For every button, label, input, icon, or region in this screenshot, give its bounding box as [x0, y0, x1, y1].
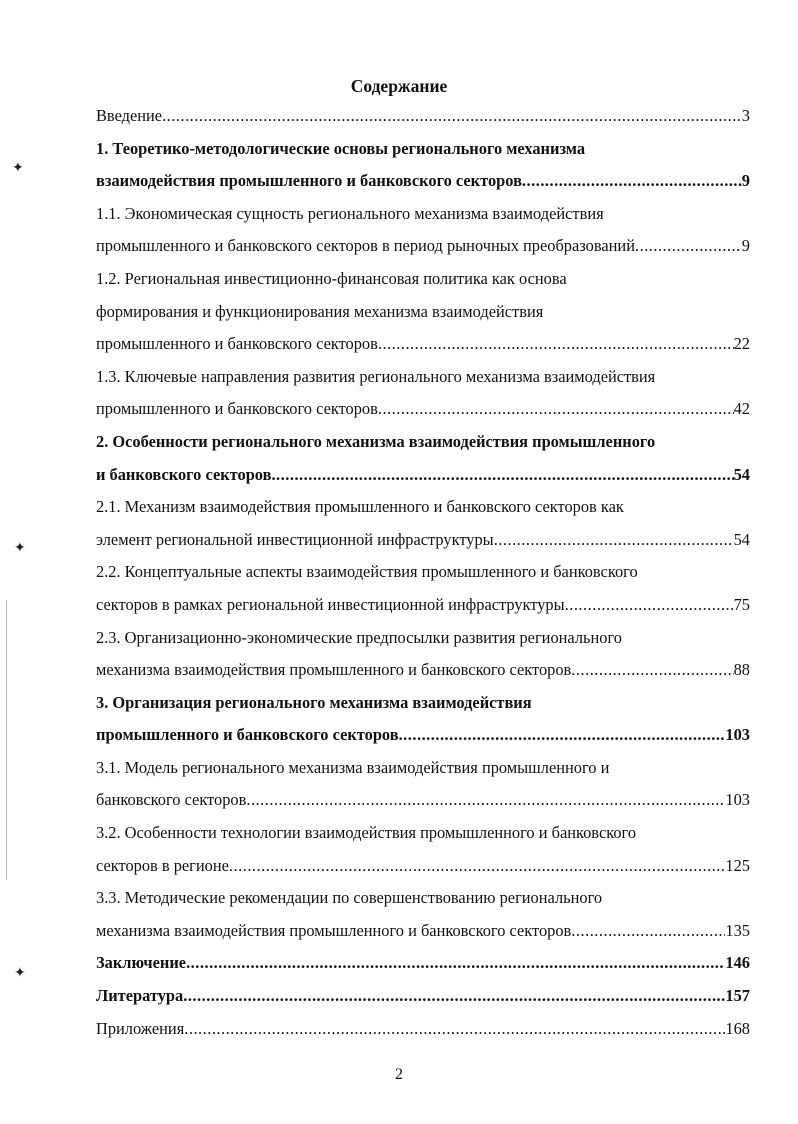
toc-leader-dots [186, 947, 725, 980]
toc-entry-text: 2.1. Механизм взаимодействия промышленного и банковского секторов как [96, 497, 624, 517]
toc-leader-dots [571, 654, 733, 687]
toc-entry [96, 622, 750, 655]
toc-entry-text: механизма взаимодействия промышленного и банковского секторов [96, 920, 572, 940]
toc-entry-text: 3.3. Методические рекомендации по совершенствованию регионального [96, 888, 603, 908]
page-title: Содержание [350, 76, 448, 96]
toc-entry [96, 459, 750, 492]
toc-leader-dots [378, 393, 734, 426]
toc-entry-text: элемент региональной инвестиционной инфраструктуры [96, 529, 494, 549]
toc-entry [96, 817, 750, 850]
page-number: 2 [395, 1066, 403, 1083]
toc-entry-text: и банковского секторов [96, 464, 272, 484]
toc-leader-dots [229, 850, 725, 883]
toc-entry-page: 88 [733, 660, 750, 680]
toc-entry-page: 9 [741, 236, 750, 256]
toc-entry [96, 752, 750, 785]
toc-entry-text: 2.2. Концептуальные аспекты взаимодействия промышленного и банковского [96, 562, 638, 582]
toc-entry [96, 328, 750, 361]
toc-entry [96, 1013, 750, 1046]
toc-entry-text: 1.3. Ключевые направления развития регионального механизма взаимодействия [96, 366, 656, 386]
toc-entry-text: секторов в рамках региональной инвестиционной инфраструктуры [96, 594, 565, 614]
toc-entry [96, 947, 750, 980]
toc-leader-dots [565, 589, 734, 622]
toc-entry-page: 157 [725, 986, 750, 1006]
toc-entry [96, 230, 750, 263]
scan-mark-icon: ✦ [14, 541, 26, 556]
scan-mark-icon: ✦ [14, 966, 26, 981]
toc-entry [96, 133, 750, 166]
toc-entry-page: 42 [733, 399, 750, 419]
toc-leader-dots [635, 230, 742, 263]
toc-entry [96, 263, 750, 296]
toc-entry-page: 125 [725, 855, 750, 875]
toc-entry-page: 54 [733, 464, 750, 484]
toc-leader-dots [494, 524, 734, 557]
toc-entry-page: 3 [741, 106, 750, 125]
toc-entry-text: 3. Организация регионального механизма взаимодействия [96, 692, 532, 712]
toc-entry [96, 654, 750, 687]
toc-entry-text: 2.3. Организационно-экономические предпосылки развития регионального [96, 627, 622, 647]
toc-entry-text: 1.2. Региональная инвестиционно-финансовая политика как основа [96, 268, 567, 288]
toc-entry [96, 361, 750, 394]
toc-entry-text: Литература [96, 986, 184, 1006]
toc-entry [96, 850, 750, 883]
toc-entry-text: промышленного и банковского секторов в период рыночных преобразований [96, 236, 635, 256]
toc-entry-page: 135 [725, 920, 750, 940]
toc-entry-text: 3.2. Особенности технологии взаимодействия промышленного и банковского [96, 823, 637, 843]
toc-entry-text: промышленного и банковского секторов [96, 399, 378, 419]
toc-entry [96, 491, 750, 524]
toc-leader-dots [399, 719, 726, 752]
toc-entry-text: 3.1. Модель регионального механизма взаимодействия промышленного и [96, 757, 610, 777]
scan-mark-icon: ✦ [12, 161, 24, 176]
toc-leader-dots [246, 784, 725, 817]
toc-entry-text: промышленного и банковского секторов [96, 725, 399, 745]
toc-entry-page: 75 [733, 594, 750, 614]
toc-entry-text: Заключение [96, 953, 187, 973]
toc-entry [96, 687, 750, 720]
toc-entry [96, 589, 750, 622]
toc-leader-dots [184, 1013, 725, 1046]
toc-entry-page: 146 [725, 953, 750, 973]
toc-entry [96, 915, 750, 948]
toc-entry [96, 882, 750, 915]
toc-entry-page: 103 [725, 725, 750, 745]
table-of-contents [96, 100, 750, 1045]
toc-entry-page: 9 [741, 171, 750, 191]
toc-entry-text: Приложения [96, 1018, 185, 1038]
toc-entry-text: Введение [96, 106, 163, 125]
toc-entry-text: промышленного и банковского секторов [96, 334, 378, 354]
toc-entry-page: 22 [733, 334, 750, 354]
toc-entry [96, 524, 750, 557]
toc-entry-text: 2. Особенности регионального механизма взаимодействия промышленного [96, 431, 656, 451]
toc-entry-text: механизма взаимодействия промышленного и банковского секторов [96, 660, 572, 680]
toc-entry [96, 296, 750, 329]
toc-entry-text: секторов в регионе [96, 855, 229, 875]
toc-entry-text: банковского секторов [96, 790, 247, 810]
toc-entry [96, 198, 750, 231]
toc-entry [96, 556, 750, 589]
toc-entry-text: 1. Теоретико-методологические основы регионального механизма [96, 138, 586, 158]
toc-entry [96, 784, 750, 817]
toc-entry-text: формирования и функционирования механизма взаимодействия [96, 301, 544, 321]
toc-leader-dots [571, 915, 725, 948]
toc-entry [96, 165, 750, 198]
toc-entry [96, 980, 750, 1013]
toc-entry [96, 426, 750, 459]
toc-entry-page: 54 [733, 529, 750, 549]
toc-entry [96, 719, 750, 752]
toc-leader-dots [162, 100, 742, 133]
toc-entry [96, 100, 750, 133]
toc-entry-text: 1.1. Экономическая сущность регионального механизма взаимодействия [96, 203, 604, 223]
toc-entry-text: взаимодействия промышленного и банковского секторов [96, 171, 522, 191]
toc-leader-dots [378, 328, 734, 361]
toc-leader-dots [183, 980, 725, 1013]
scan-edge-line [6, 600, 7, 880]
toc-leader-dots [271, 459, 733, 492]
toc-entry [96, 393, 750, 426]
toc-leader-dots [522, 165, 742, 198]
toc-entry-page: 103 [725, 790, 750, 810]
toc-entry-page: 168 [725, 1018, 750, 1038]
